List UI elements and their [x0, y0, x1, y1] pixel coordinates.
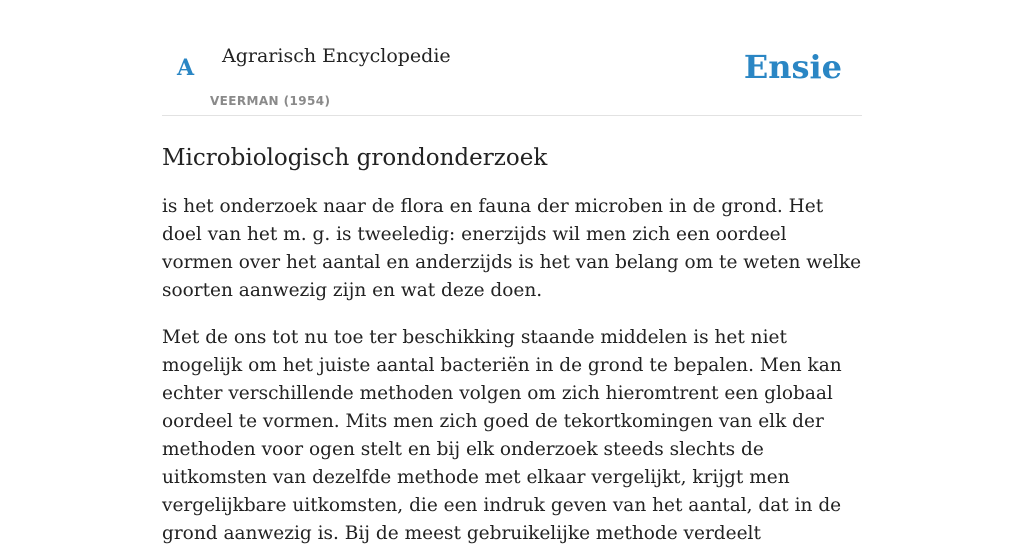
article-title: Microbiologisch grondonderzoek: [162, 145, 548, 171]
book-title-link[interactable]: Agrarisch Encyclopedie: [222, 45, 451, 67]
letter-index-icon[interactable]: A: [177, 55, 195, 81]
content-column: [162, 0, 862, 548]
entry-header: [162, 0, 862, 116]
article-paragraph-1: is het onderzoek naar de flora en fauna der microben in de grond. Het doel van het m. g. is tweeledig: enerzijds wil men zich een oordeel vormen over het aantal en anderzijds is het van belang om te weten welke soorten aanwezig zijn en wat deze doen.: [162, 196, 862, 301]
article-paragraph-2: Met de ons tot nu toe ter beschikking staande middelen is het niet mogelijk om het juiste aantal bacteriën in de grond te bepalen. Men kan echter verschillende methoden volgen om zich hieromtrent een globaal oordeel te vormen. Mits men zich goed de tekortkomingen van elk der methoden voor ogen stelt en bij elk onderzoek steeds slechts de uitkomsten van dezelfde methode met elkaar vergelijkt, krijgt men vergelijkbare uitkomsten, die een indruk geven van het aantal, dat in de grond aanwezig is. Bij de meest gebruikelijke methode verdeelt: [162, 327, 842, 544]
ensie-logo-link[interactable]: Ensie: [743, 48, 842, 86]
edition-label: VEERMAN (1954): [210, 94, 331, 108]
